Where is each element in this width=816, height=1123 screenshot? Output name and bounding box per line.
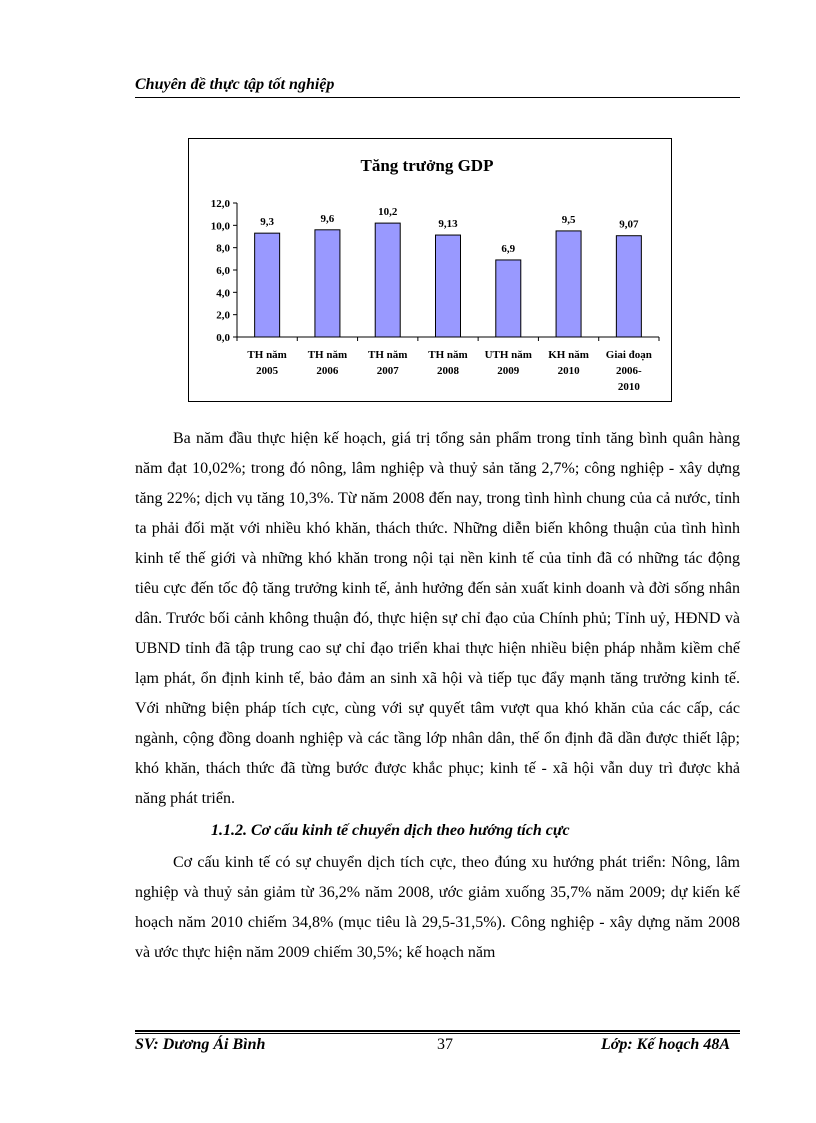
category-label: 2009 (497, 365, 520, 377)
category-label: UTH năm (484, 349, 532, 361)
category-label: 2010 (617, 381, 640, 393)
category-label: 2008 (437, 365, 459, 377)
category-label: KH năm (548, 349, 589, 361)
chart-title: Tăng trưởng GDP (360, 156, 494, 175)
category-label: Giai đoạn (605, 349, 652, 361)
category-label: 2007 (376, 365, 399, 377)
data-label: 6,9 (501, 242, 516, 255)
y-tick-label: 6,0 (216, 265, 230, 277)
y-tick-label: 0,0 (216, 332, 230, 344)
category-label: 2006 (316, 365, 339, 377)
y-tick-label: 8,0 (216, 242, 230, 255)
section-title: 1.1.2. Cơ cấu kinh tế chuyển dịch theo hướng tích cực (211, 822, 570, 839)
paragraph-structure: Cơ cấu kinh tế có sự chuyển dịch tích cực, theo đúng xu hướng phát triển: Nông, lâm nghiệp và thuỷ sản giảm từ 36,2% năm 2008, ước giảm xuống 35,7% năm 2009; dự kiến kế hoạch năm 2010 chiếm 34,8% (mục tiêu là 29,5-31,5%). Công nghiệp - xây dựng năm 2008 và ước thực hiện năm 2009 chiếm 30,5%; kế hoạch năm (135, 854, 740, 961)
y-tick-label: 12,0 (210, 198, 230, 210)
footer-student: SV: Dương Ái Bình (135, 1036, 266, 1053)
gdp-growth-chart (188, 138, 672, 402)
chart-svg (189, 139, 671, 401)
header-divider (135, 97, 740, 98)
footer-divider-thin (135, 1033, 740, 1034)
footer-divider (135, 1030, 740, 1032)
footer-class: Lớp: Kế hoạch 48A (600, 1036, 730, 1053)
category-label: TH năm (307, 349, 348, 361)
data-label: 9,3 (260, 216, 275, 229)
category-label: TH năm (367, 349, 408, 361)
data-label: 10,2 (378, 206, 398, 219)
data-label: 9,07 (619, 218, 639, 231)
category-label: 2010 (557, 365, 580, 377)
category-label: TH năm (428, 349, 468, 361)
paragraph-growth: Ba năm đầu thực hiện kế hoạch, giá trị tổng sản phẩm trong tỉnh tăng bình quân hàng năm đạt 10,02%; trong đó nông, lâm nghiệp và thuỷ sản tăng 2,7%; công nghiệp - xây dựng tăng 22%; dịch vụ tăng 10,3%. Từ năm 2008 đến nay, trong tình hình chung của cả nước, tỉnh ta phải đối mặt với nhiều khó khăn, thách thức. Những diễn biến không thuận của tình hình kinh tế thế giới và những khó khăn trong nội tại nền kinh tế của tỉnh đã có những tác động tiêu cực đến tốc độ tăng trưởng kinh tế, ảnh hưởng đến sản xuất kinh doanh và đời sống nhân dân. Trước bối cảnh không thuận đó, thực hiện sự chỉ đạo của Chính phủ; Tỉnh uỷ, HĐND và UBND tỉnh đã tập trung cao sự chỉ đạo triển khai thực hiện nhiều biện pháp nhằm kiềm chế lạm phát, ổn định kinh tế, bảo đảm an sinh xã hội và tiếp tục đẩy mạnh tăng trưởng kinh tế. Với những biện pháp tích cực, cùng với sự quyết tâm vượt qua khó khăn của các cấp, các ngành, cộng đồng doanh nghiệp và các tầng lớp nhân dân, thế ổn định đã dần được thiết lập; khó khăn, thách thức đã từng bước được khắc phục; kinh tế - xã hội vẫn duy trì được khả năng phát triển. (135, 430, 740, 807)
page-footer (135, 1036, 740, 1058)
bar (496, 260, 521, 337)
bar (436, 235, 461, 337)
category-label: TH năm (247, 349, 287, 361)
body-text (135, 424, 740, 968)
bar (616, 236, 641, 337)
category-label: 2005 (256, 365, 279, 377)
y-tick-label: 2,0 (216, 309, 230, 322)
y-tick-label: 4,0 (216, 287, 230, 300)
page-number: 37 (437, 1036, 453, 1053)
bar (315, 230, 340, 337)
bar (255, 233, 280, 337)
bar (556, 231, 581, 337)
page-header-title: Chuyên đề thực tập tốt nghiệp (135, 76, 335, 93)
y-tick-label: 10,0 (210, 220, 230, 233)
category-label: 2006- (616, 365, 642, 377)
data-label: 9,6 (320, 212, 335, 225)
data-label: 9,5 (561, 213, 576, 226)
data-label: 9,13 (438, 218, 458, 231)
bar (375, 223, 400, 337)
